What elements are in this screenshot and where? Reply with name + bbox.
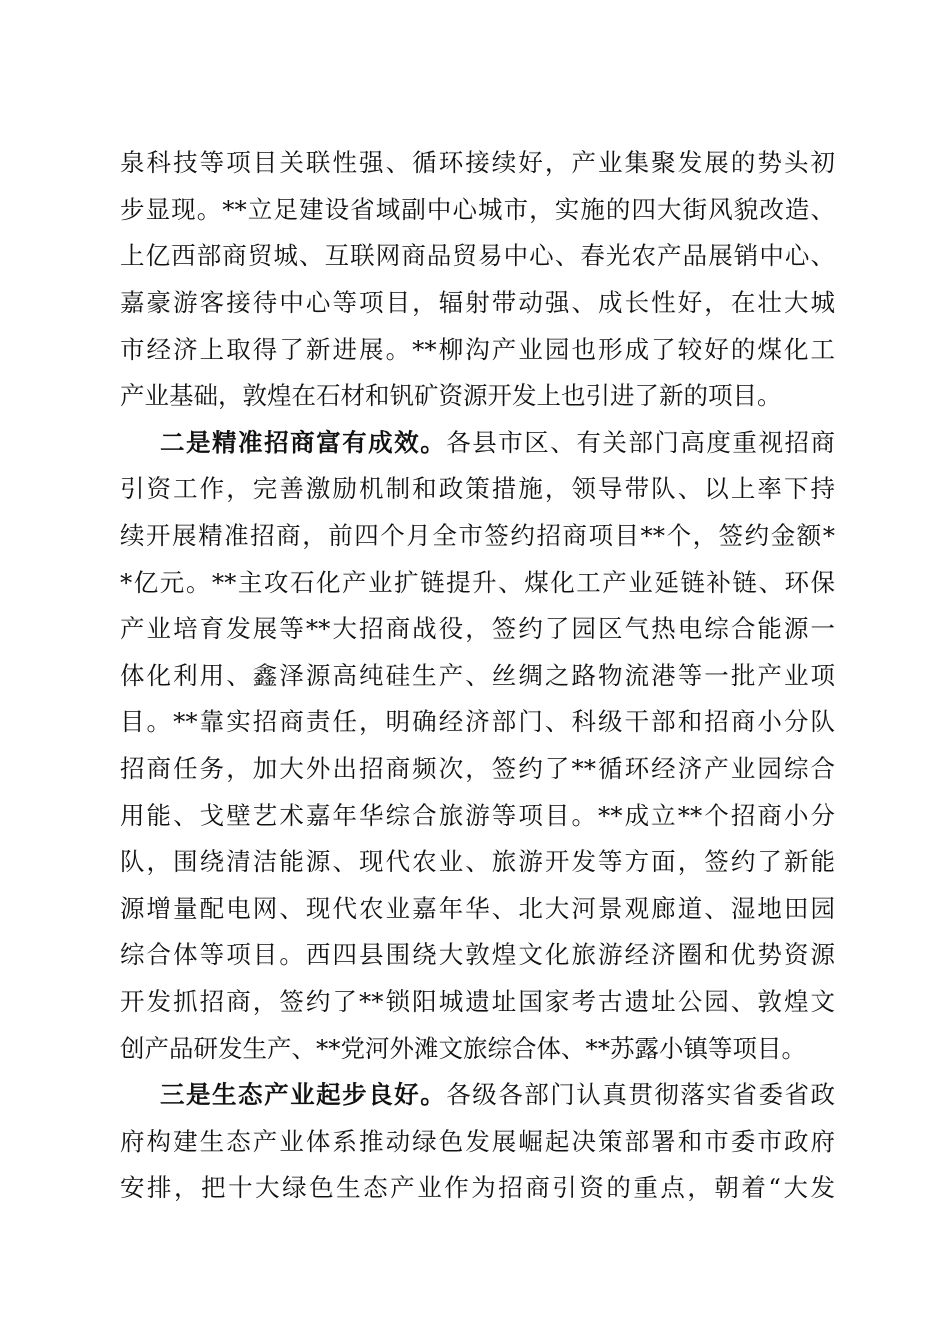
- text-line: 府构建生态产业体系推动绿色发展崛起决策部署和市委市政府: [120, 1127, 835, 1156]
- text-line: 创产品研发生产、**党河外滩文旅综合体、**苏露小镇等项目。: [120, 1034, 806, 1063]
- text-line: 泉科技等项目关联性强、循环接续好，产业集聚发展的势头初: [120, 148, 835, 177]
- text-line: 嘉豪游客接待中心等项目，辐射带动强、成长性好，在壮大城: [120, 288, 835, 317]
- text-line: *亿元。**主攻石化产业扩链提升、煤化工产业延链补链、环保: [120, 568, 835, 597]
- section-heading: 二是精准招商富有成效。: [160, 428, 447, 457]
- text-line: 体化利用、鑫泽源高纯硅生产、丝绸之路物流港等一批产业项: [120, 661, 835, 690]
- text-span: 各级各部门认真贯彻落实省委省政: [446, 1080, 835, 1109]
- text-line: 开发抓招商，签约了**锁阳城遗址国家考古遗址公园、敦煌文: [120, 987, 835, 1016]
- text-line: 综合体等项目。西四县围绕大敦煌文化旅游经济圈和优势资源: [120, 940, 835, 969]
- text-line: 队，围绕清洁能源、现代农业、旅游开发等方面，签约了新能: [120, 847, 835, 876]
- text-line: 源增量配电网、现代农业嘉年华、北大河景观廊道、湿地田园: [120, 894, 835, 923]
- text-line: 安排，把十大绿色生态产业作为招商引资的重点，朝着“大发: [120, 1173, 835, 1202]
- text-line: 引资工作，完善激励机制和政策措施，领导带队、以上率下持: [120, 474, 835, 503]
- paragraph-first-line: [160, 425, 835, 461]
- text-span: 各县市区、有关部门高度重视招商: [446, 428, 835, 457]
- text-line: 市经济上取得了新进展。**柳沟产业园也形成了较好的煤化工: [120, 335, 835, 364]
- text-line: 上亿西部商贸城、互联网商品贸易中心、春光农产品展销中心、: [120, 241, 835, 270]
- section-heading: 三是生态产业起步良好。: [160, 1080, 447, 1109]
- text-line: 产业培育发展等**大招商战役，签约了园区气热电综合能源一: [120, 614, 835, 643]
- text-line: 招商任务，加大外出招商频次，签约了**循环经济产业园综合: [120, 754, 835, 783]
- text-line: 产业基础，敦煌在石材和钒矿资源开发上也引进了新的项目。: [120, 381, 782, 410]
- text-line: 用能、戈壁艺术嘉年华综合旅游等项目。**成立**个招商小分: [120, 801, 835, 830]
- text-line: 续开展精准招商，前四个月全市签约招商项目**个，签约金额*: [120, 521, 835, 550]
- paragraph-first-line: [160, 1077, 835, 1113]
- text-line: 目。**靠实招商责任，明确经济部门、科级干部和招商小分队: [120, 707, 835, 736]
- text-line: 步显现。**立足建设省域副中心城市，实施的四大街风貌改造、: [120, 195, 835, 224]
